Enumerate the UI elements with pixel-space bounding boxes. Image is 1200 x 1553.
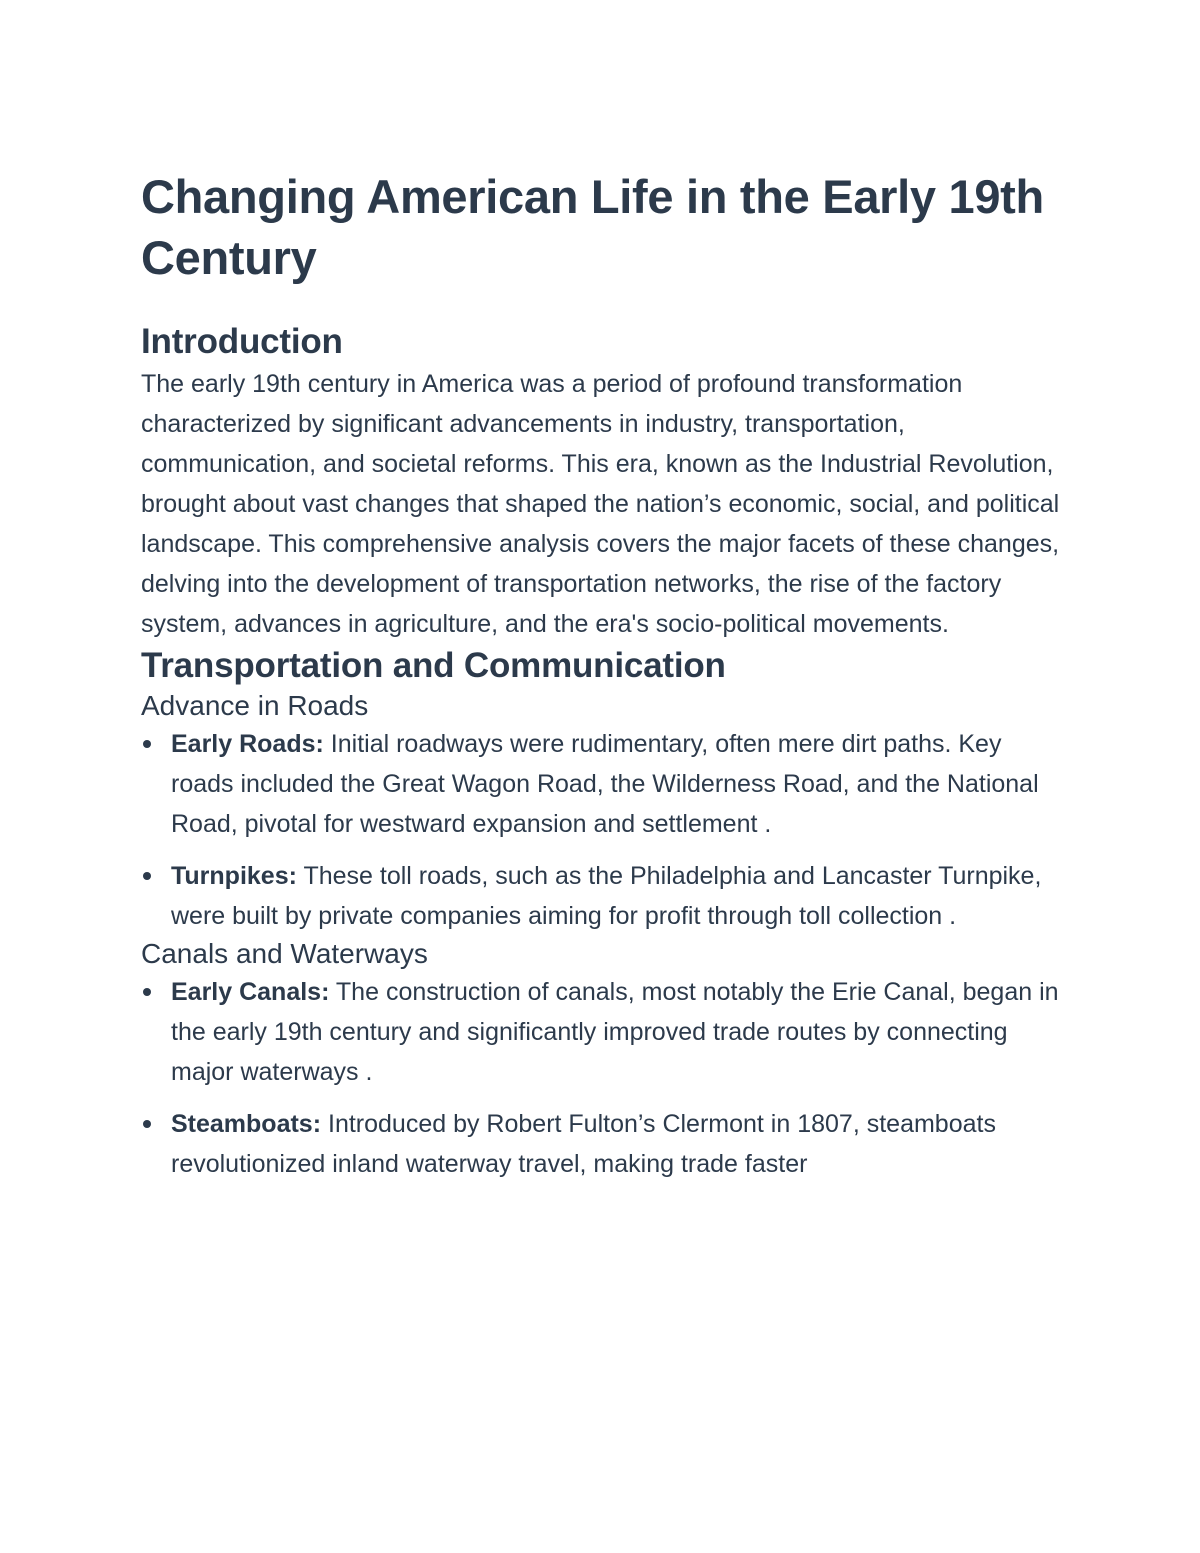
introduction-heading: Introduction: [141, 322, 343, 361]
list-item: [141, 1104, 1066, 1184]
list-item-text: These toll roads, such as the Philadelphia and Lancaster Turnpike, were built by private companies aiming for profit through toll collection .: [171, 862, 1042, 930]
list-item-text: The construction of canals, most notably the Erie Canal, began in the early 19th century and significantly improved trade routes by connecting major waterways .: [171, 978, 1059, 1086]
document-page: [141, 166, 1066, 1184]
bullet-icon: [143, 740, 151, 748]
list-item-text: Initial roadways were rudimentary, often mere dirt paths. Key roads included the Great Wagon Road, the Wilderness Road, and the National Road, pivotal for westward expansion and settlement .: [171, 730, 1039, 838]
list-item-term: Turnpikes:: [171, 862, 297, 890]
canals-subheading: Canals and Waterways: [141, 938, 428, 969]
roads-list: [141, 724, 1066, 936]
bullet-icon: [143, 872, 151, 880]
list-item: [141, 856, 1066, 936]
transportation-heading: Transportation and Communication: [141, 646, 726, 685]
list-item-text: Introduced by Robert Fulton’s Clermont in 1807, steamboats revolutionized inland waterway travel, making trade faster: [171, 1110, 996, 1178]
list-item-term: Early Canals:: [171, 978, 330, 1006]
bullet-icon: [143, 988, 151, 996]
roads-subheading: Advance in Roads: [141, 690, 369, 721]
list-item: [141, 724, 1066, 844]
canals-list: [141, 972, 1066, 1184]
document-title: Changing American Life in the Early 19th Century: [141, 170, 1044, 284]
bullet-icon: [143, 1120, 151, 1128]
list-item-term: Steamboats:: [171, 1110, 322, 1138]
introduction-paragraph: The early 19th century in America was a period of profound transformation characterized by significant advancements in industry, transportation, communication, and societal reforms. This era, known as the Industrial Revolution, brought about vast changes that shaped the nation’s economic, social, and political landscape. This comprehensive analysis covers the major facets of these changes, delving into the development of transportation networks, the rise of the factory system, advances in agriculture, and the era's socio-political movements.: [141, 370, 1060, 638]
list-item-term: Early Roads:: [171, 730, 324, 758]
list-item: [141, 972, 1066, 1092]
